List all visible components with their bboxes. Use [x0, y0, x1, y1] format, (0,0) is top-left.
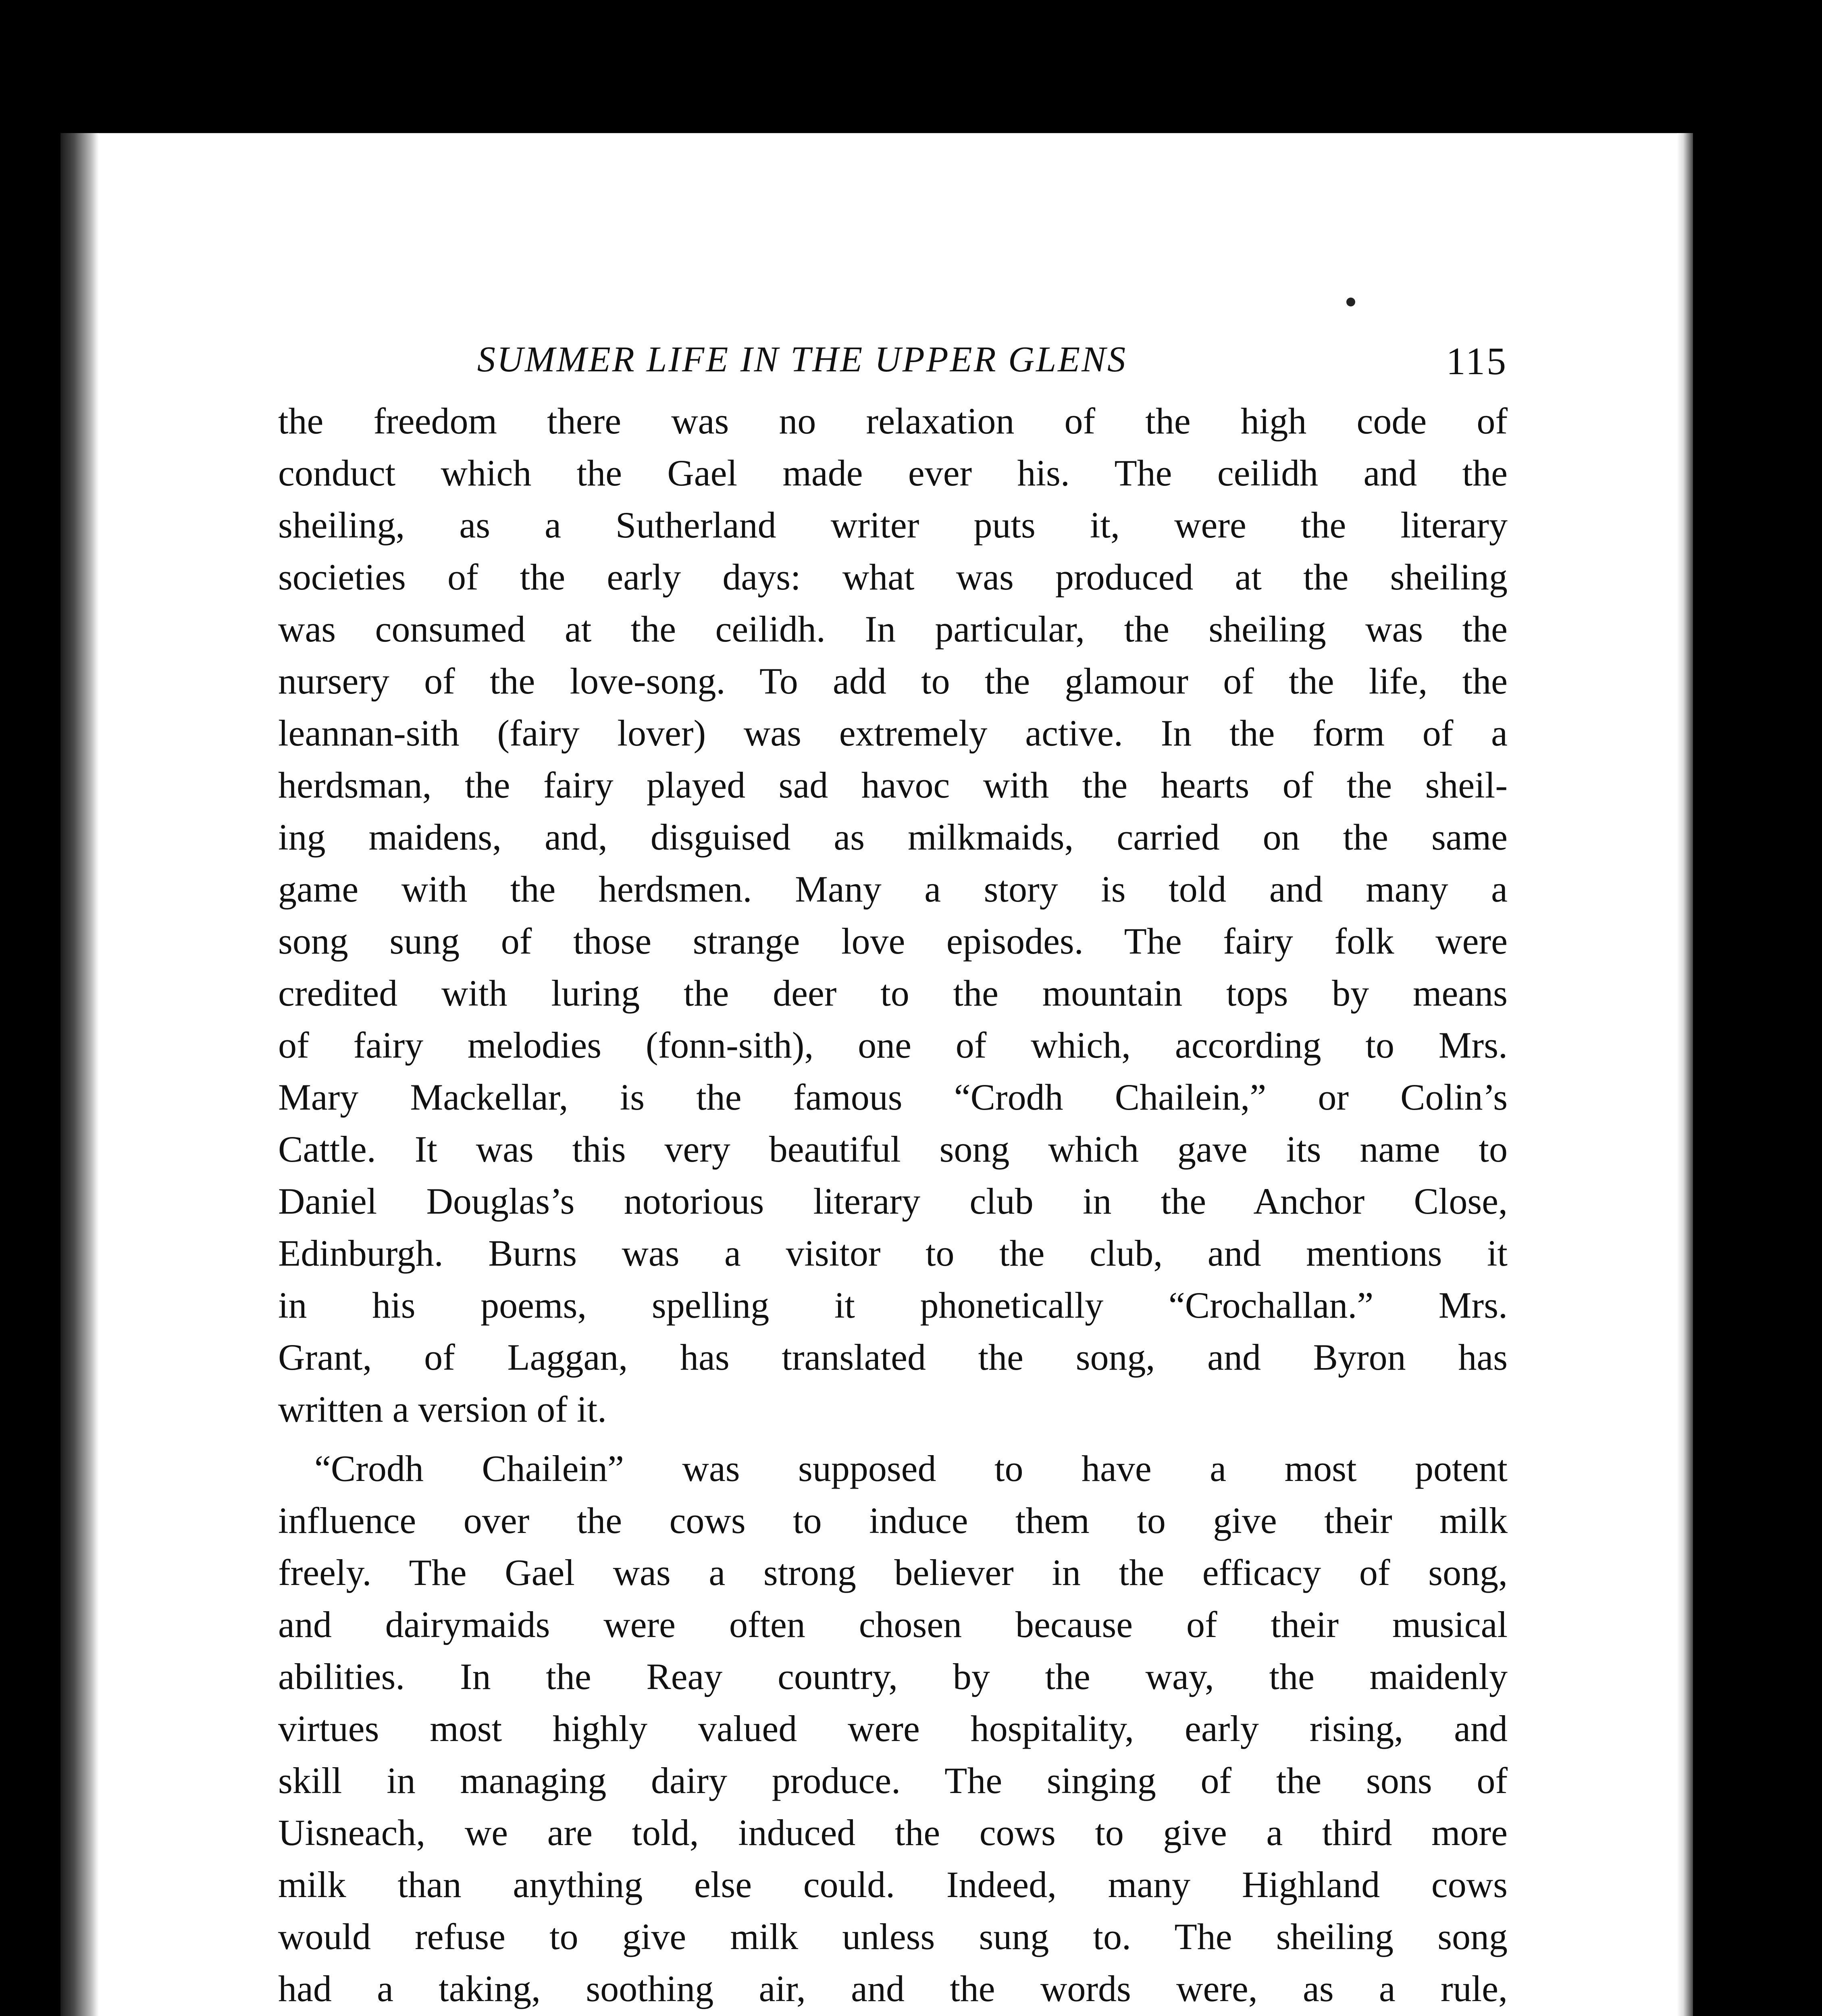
text-line: Daniel Douglas’s notorious literary club in the Anchor Close,	[278, 1181, 1508, 1222]
text-line: the freedom there was no relaxation of the high code of	[278, 400, 1508, 442]
text-line: sheiling, as a Sutherland writer puts it, were the literary	[278, 504, 1508, 546]
body-text	[278, 395, 1508, 2016]
book-page	[60, 133, 1693, 2016]
text-line: leannan-sith (fairy lover) was extremely active. In the form of a	[278, 712, 1508, 754]
text-line: in his poems, spelling it phonetically “Crochallan.” Mrs.	[278, 1285, 1508, 1326]
text-line: freely. The Gael was a strong believer in the efficacy of song,	[278, 1552, 1508, 1593]
text-line: “Crodh Chailein” was supposed to have a most potent	[314, 1448, 1508, 1489]
text-line: nursery of the love-song. To add to the glamour of the life, the	[278, 660, 1508, 702]
text-line: song sung of those strange love episodes. The fairy folk were	[278, 921, 1508, 962]
text-line: written a version of it.	[278, 1389, 607, 1430]
text-line: Edinburgh. Burns was a visitor to the club, and mentions it	[278, 1233, 1508, 1274]
text-line: would refuse to give milk unless sung to. The sheiling song	[278, 1916, 1508, 1957]
text-line: conduct which the Gael made ever his. The ceilidh and the	[278, 452, 1508, 494]
scan-speck	[1346, 298, 1355, 306]
text-line: virtues most highly valued were hospitality, early rising, and	[278, 1708, 1508, 1749]
page-number: 115	[1446, 339, 1508, 383]
text-line: skill in managing dairy produce. The singing of the sons of	[278, 1760, 1508, 1801]
text-line: game with the herdsmen. Many a story is told and many a	[278, 868, 1508, 910]
text-line: Uisneach, we are told, induced the cows to give a third more	[278, 1812, 1508, 1853]
text-line: Grant, of Laggan, has translated the song, and Byron has	[278, 1337, 1508, 1378]
text-line: herdsman, the fairy played sad havoc with the hearts of the sheil-	[278, 764, 1508, 806]
running-title: SUMMER LIFE IN THE UPPER GLENS	[477, 339, 1127, 379]
text-line: milk than anything else could. Indeed, many Highland cows	[278, 1864, 1508, 1905]
text-line: of fairy melodies (fonn-sith), one of which, according to Mrs.	[278, 1025, 1508, 1066]
text-line: influence over the cows to induce them to give their milk	[278, 1500, 1508, 1541]
text-line: societies of the early days: what was produced at the sheiling	[278, 556, 1508, 598]
page-header	[278, 339, 1508, 395]
text-line: had a taking, soothing air, and the words were, as a rule,	[278, 1968, 1508, 2009]
text-line: credited with luring the deer to the mountain tops by means	[278, 973, 1508, 1014]
page-edge-shadow	[1677, 133, 1693, 2016]
text-line: was consumed at the ceilidh. In particular, the sheiling was the	[278, 608, 1508, 650]
text-line: Mary Mackellar, is the famous “Crodh Chailein,” or Colin’s	[278, 1077, 1508, 1118]
page-gutter-shadow	[60, 133, 99, 2016]
text-line: and dairymaids were often chosen because of their musical	[278, 1604, 1508, 1645]
text-line: abilities. In the Reay country, by the way, the maidenly	[278, 1656, 1508, 1697]
text-line: ing maidens, and, disguised as milkmaids, carried on the same	[278, 816, 1508, 858]
text-line: Cattle. It was this very beautiful song which gave its name to	[278, 1129, 1508, 1170]
